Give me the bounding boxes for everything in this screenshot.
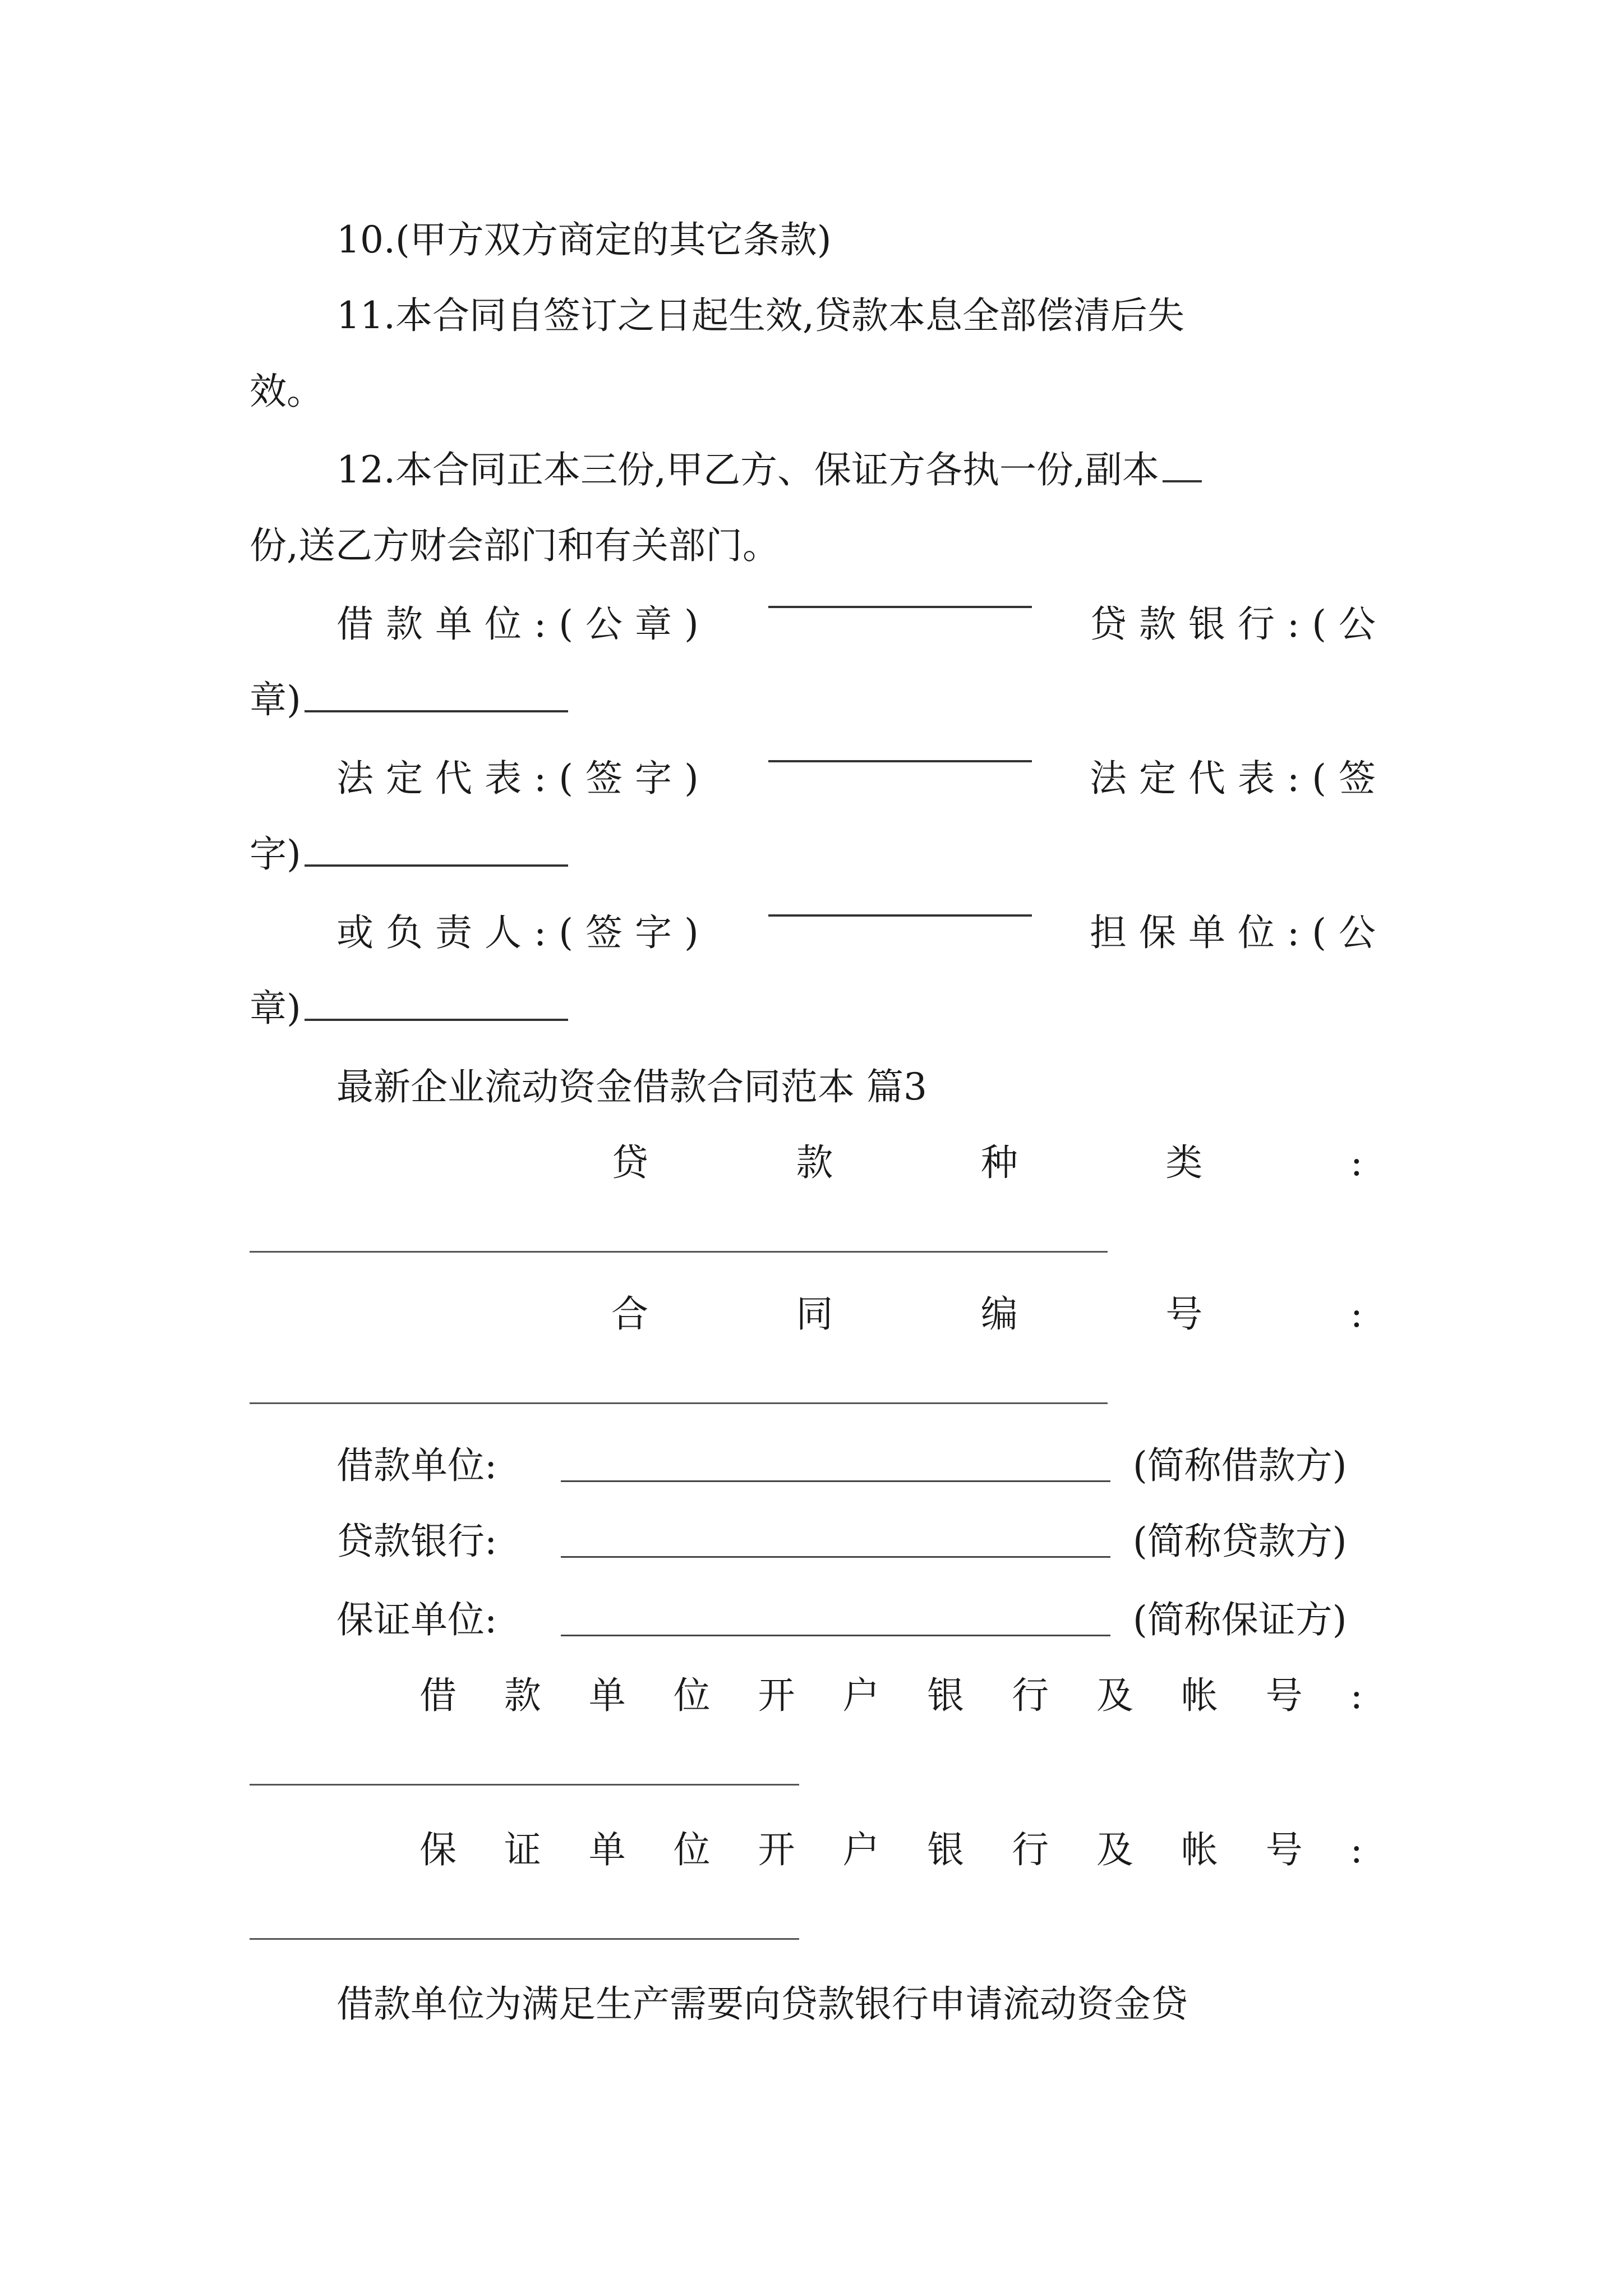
loan-type-char: 款 xyxy=(796,1141,833,1184)
party-label: 借款单位: xyxy=(336,1444,497,1487)
borrower-seal-label: 借款单位:(公章) xyxy=(336,602,711,646)
responsible-person-blank xyxy=(768,914,1032,917)
responsible-person-label: 或负责人:(签字) xyxy=(336,911,711,954)
borrower-account-char: 位 xyxy=(673,1674,711,1717)
borrower-account-char: 行 xyxy=(1012,1674,1049,1717)
bank-seal-blank xyxy=(305,710,568,712)
contract-number-char: 同 xyxy=(796,1292,833,1336)
section-title: 最新企业流动资金借款合同范本 篇3 xyxy=(336,1065,927,1108)
loan-type-colon: : xyxy=(1350,1141,1363,1184)
closing-line: 借款单位为满足生产需要向贷款银行申请流动资金贷 xyxy=(336,1982,1188,2026)
borrower-account-char: 帐 xyxy=(1181,1674,1218,1717)
party-note: (简称借款方) xyxy=(1133,1444,1347,1487)
borrower-account-char: 户 xyxy=(842,1674,880,1717)
borrower-account-char: 款 xyxy=(504,1674,541,1717)
borrower-account-colon: : xyxy=(1350,1674,1363,1717)
guarantor-account-char: 证 xyxy=(504,1828,541,1871)
guarantor-account-label xyxy=(419,1828,1363,1871)
guarantor-account-char: 及 xyxy=(1096,1828,1133,1871)
clause-12-text: 12.本合同正本三份,甲乙方、保证方各执一份,副本 xyxy=(336,448,1159,491)
copies-blank xyxy=(1163,480,1202,482)
party-row-borrower xyxy=(336,1444,1347,1487)
borrower-account-underline xyxy=(250,1784,799,1786)
bank-rep-label-cont: 字) xyxy=(250,832,301,876)
guarantor-seal-label: 担保单位:(公 xyxy=(1089,911,1388,954)
party-row-guarantor xyxy=(336,1598,1347,1641)
bank-seal-label: 贷款银行:(公 xyxy=(1089,602,1388,646)
guarantor-account-char: 号 xyxy=(1265,1828,1303,1871)
guarantor-seal-blank xyxy=(305,1019,568,1021)
guarantor-account-char: 银 xyxy=(927,1828,965,1871)
borrower-rep-label: 法定代表:(签字) xyxy=(336,757,711,800)
clause-11-line2: 效。 xyxy=(250,370,324,413)
guarantor-account-char: 行 xyxy=(1012,1828,1049,1871)
signature-row-1 xyxy=(336,602,1388,646)
loan-type-char: 种 xyxy=(980,1141,1018,1184)
clause-12-line2: 份,送乙方财会部门和有关部门。 xyxy=(250,524,780,567)
loan-type-underline xyxy=(250,1251,1108,1253)
guarantor-seal-label-cont: 章) xyxy=(250,987,301,1030)
guarantor-account-char: 保 xyxy=(419,1828,457,1871)
clause-10: 10.(甲方双方商定的其它条款) xyxy=(336,218,832,261)
loan-type-char: 类 xyxy=(1165,1141,1203,1184)
guarantor-account-colon: : xyxy=(1350,1828,1363,1871)
contract-number-char: 合 xyxy=(611,1292,648,1336)
bank-rep-label: 法定代表:(签 xyxy=(1089,757,1388,800)
party-underline xyxy=(561,1556,1110,1558)
guarantor-account-char: 帐 xyxy=(1181,1828,1218,1871)
borrower-account-label xyxy=(419,1674,1363,1717)
guarantor-account-char: 位 xyxy=(673,1828,711,1871)
borrower-account-char: 号 xyxy=(1265,1674,1303,1717)
signature-row-2 xyxy=(336,757,1388,800)
signature-row-3-cont xyxy=(250,987,1388,1030)
guarantor-account-char: 开 xyxy=(758,1828,795,1871)
signature-row-1-cont xyxy=(250,678,1388,721)
loan-type-char: 贷 xyxy=(611,1141,648,1184)
party-label: 贷款银行: xyxy=(336,1520,497,1563)
contract-number-char: 编 xyxy=(980,1292,1018,1336)
signature-row-2-cont xyxy=(250,832,1388,876)
clause-11-line1: 11.本合同自签订之日起生效,贷款本息全部偿清后失 xyxy=(336,294,1184,337)
party-note: (简称保证方) xyxy=(1133,1598,1347,1641)
borrower-seal-blank xyxy=(768,606,1032,608)
loan-type-label xyxy=(611,1141,1363,1184)
contract-number-underline xyxy=(250,1402,1108,1404)
contract-number-colon: : xyxy=(1350,1292,1363,1336)
guarantor-account-underline xyxy=(250,1938,799,1940)
bank-rep-blank xyxy=(305,864,568,867)
bank-seal-label-cont: 章) xyxy=(250,678,301,721)
borrower-rep-blank xyxy=(768,760,1032,762)
party-underline xyxy=(561,1480,1110,1482)
guarantor-account-char: 单 xyxy=(588,1828,626,1871)
party-label: 保证单位: xyxy=(336,1598,497,1641)
party-note: (简称贷款方) xyxy=(1133,1520,1347,1563)
contract-number-char: 号 xyxy=(1165,1292,1203,1336)
guarantor-account-char: 户 xyxy=(842,1828,880,1871)
signature-row-3 xyxy=(336,911,1388,954)
borrower-account-char: 借 xyxy=(419,1674,457,1717)
borrower-account-char: 银 xyxy=(927,1674,965,1717)
party-underline xyxy=(561,1635,1110,1636)
clause-12-line1 xyxy=(336,448,1388,491)
contract-number-label xyxy=(611,1292,1363,1336)
borrower-account-char: 开 xyxy=(758,1674,795,1717)
borrower-account-char: 单 xyxy=(588,1674,626,1717)
borrower-account-char: 及 xyxy=(1096,1674,1133,1717)
party-row-bank xyxy=(336,1520,1347,1563)
